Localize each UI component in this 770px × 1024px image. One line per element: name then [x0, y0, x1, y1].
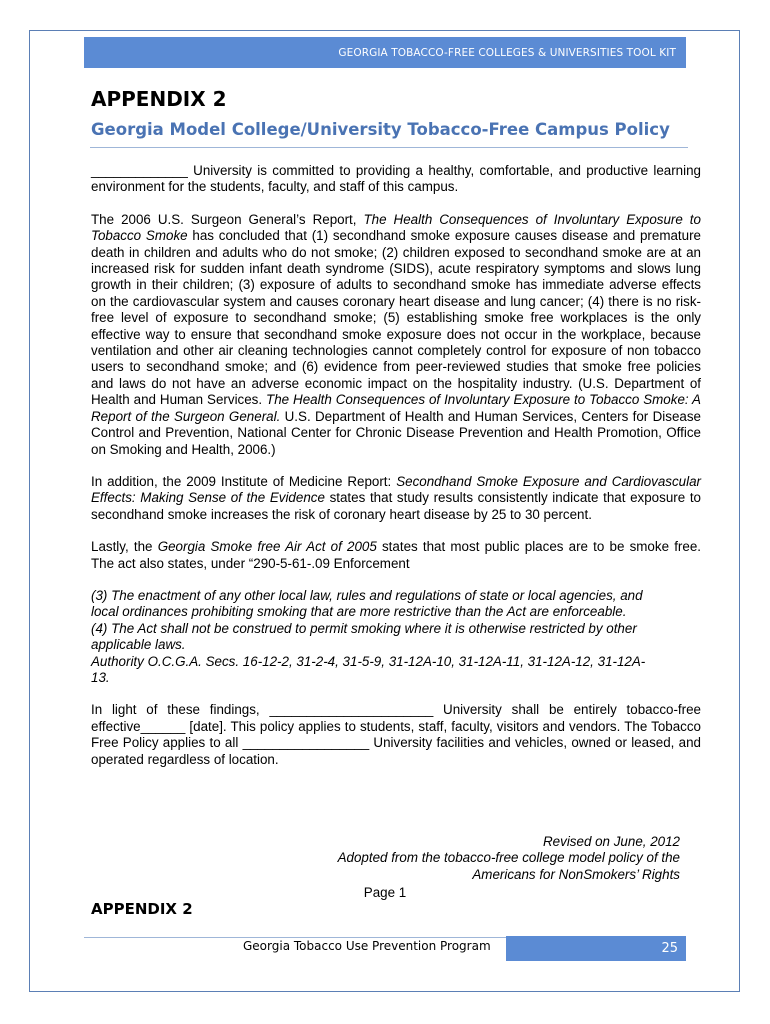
policy-title: Georgia Model College/University Tobacco-Free Campus Policy — [91, 120, 670, 139]
footer-appendix-label: APPENDIX 2 — [91, 900, 193, 918]
policy-body — [91, 163, 701, 784]
effective-date-blank: ______ — [140, 718, 186, 734]
quote-authority: Authority O.C.G.A. Secs. 16-12-2, 31-2-4, 31-5-9, 31-12A-10, 31-12A-11, 31-12A-12, 31-12A-13. — [91, 653, 646, 685]
act-text-a: Lastly, the — [91, 539, 158, 555]
page-label-text: Page 1 — [363, 885, 407, 900]
appendix-title: APPENDIX 2 — [91, 87, 227, 111]
quote-construed: (4) The Act shall not be construed to permit smoking where it is otherwise restricted by other applicable laws. — [91, 620, 637, 653]
facilities-blank: _________________ — [242, 735, 370, 751]
sg-text-c: U.S. Department of Health and Human Services, Centers for Disease Control and Prevention, National Center for Chronic Disease Prevention and Health Promotion, Office on Smoking and Health, 2006.) — [91, 408, 701, 457]
banner-text: GEORGIA TOBACCO-FREE COLLEGES & UNIVERSITIES TOOL KIT — [338, 46, 676, 59]
iom-report-title: Secondhand Smoke Exposure and Cardiovascular Effects: Making Sense of the Evidence — [91, 473, 701, 506]
findings-paragraph — [91, 702, 701, 768]
university-blank: _____________ — [91, 163, 188, 178]
sg-text-b: has concluded that (1) secondhand smoke exposure causes disease and premature death in children and adults who do not smoke; (2) children exposed to secondhand smoke are at an increased risk for sudden infant death syndrome (SIDS), acute respiratory symptoms and slows lung growth in their children; (3) exposure of adults to secondhand smoke has immediate adverse effects on the cardiovascular system and causes coronary heart disease and lung cancer; (4) there is no risk-free level of exposure to secondhand smoke; (5) establishing smoke free workplaces is the only effective way to ensure that secondhand smoke exposure does not occur in the workplace, because ventilation and other air cleaning technologies cannot completely control for exposure of non tobacco users to secondhand smoke; and (6) evidence from peer-reviewed studies that smoke free policies and laws do not have an adverse economic impact on the hospitality industry. (U.S. Department of Health and Human Services. — [91, 228, 701, 408]
iom-text-a: In addition, the 2009 Institute of Medicine Report: — [91, 473, 397, 489]
intro-text: University is committed to providing a healthy, comfortable, and productive learning environment for the students, faculty, and staff of this campus. — [91, 163, 701, 195]
act-title: Georgia Smoke free Air Act of 2005 — [157, 539, 377, 555]
sg-report-title: The Health Consequences of Involuntary Exposure to Tobacco Smoke — [91, 211, 701, 244]
top-banner — [84, 37, 686, 68]
quote-enactment: (3) The enactment of any other local law, rules and regulations of state or local agencies, and local ordinances prohibiting smoking that are more restrictive than the Act are enforceable. — [91, 587, 643, 620]
sg-text-a: The 2006 U.S. Surgeon General’s Report, — [91, 211, 364, 227]
page-label — [0, 885, 770, 900]
act-text-b: states that most public places are to be smoke free. The act also states, under “290-5-61-.09 Enforcement — [91, 539, 701, 571]
sg-citation-title: The Health Consequences of Involuntary Exposure to Tobacco Smoke: A Report of the Surgeon General. — [91, 392, 701, 424]
title-divider — [90, 147, 688, 148]
adopted-line-1: Adopted from the tobacco-free college model policy of the — [337, 850, 680, 866]
footer-page-number-box — [506, 936, 686, 961]
university-name-blank: ______________________ — [269, 702, 434, 718]
iom-text-b: states that study results consistently indicate that exposure to secondhand smoke increases the risk of coronary heart disease by 25 to 30 percent. — [91, 490, 701, 522]
revised-date: Revised on June, 2012 — [543, 834, 680, 849]
intro-paragraph — [91, 163, 701, 196]
findings-text-a: In light of these findings, — [91, 702, 270, 718]
smoke-free-act-paragraph — [91, 539, 701, 572]
surgeon-general-paragraph — [91, 212, 701, 458]
revision-note — [280, 834, 680, 883]
findings-text-d: University facilities and vehicles, owned or leased, and operated regardless of location. — [91, 735, 701, 767]
iom-paragraph — [91, 474, 701, 523]
findings-text-c: [date]. This policy applies to students, staff, faculty, visitors and vendors. The Tobacco Free Policy applies to all — [91, 718, 701, 751]
findings-text-b: University shall be entirely tobacco-free effective — [91, 702, 701, 734]
footer-page-number: 25 — [661, 941, 678, 956]
adopted-line-2: Americans for NonSmokers’ Rights — [472, 866, 680, 882]
footer-program-name: Georgia Tobacco Use Prevention Program — [243, 939, 491, 953]
